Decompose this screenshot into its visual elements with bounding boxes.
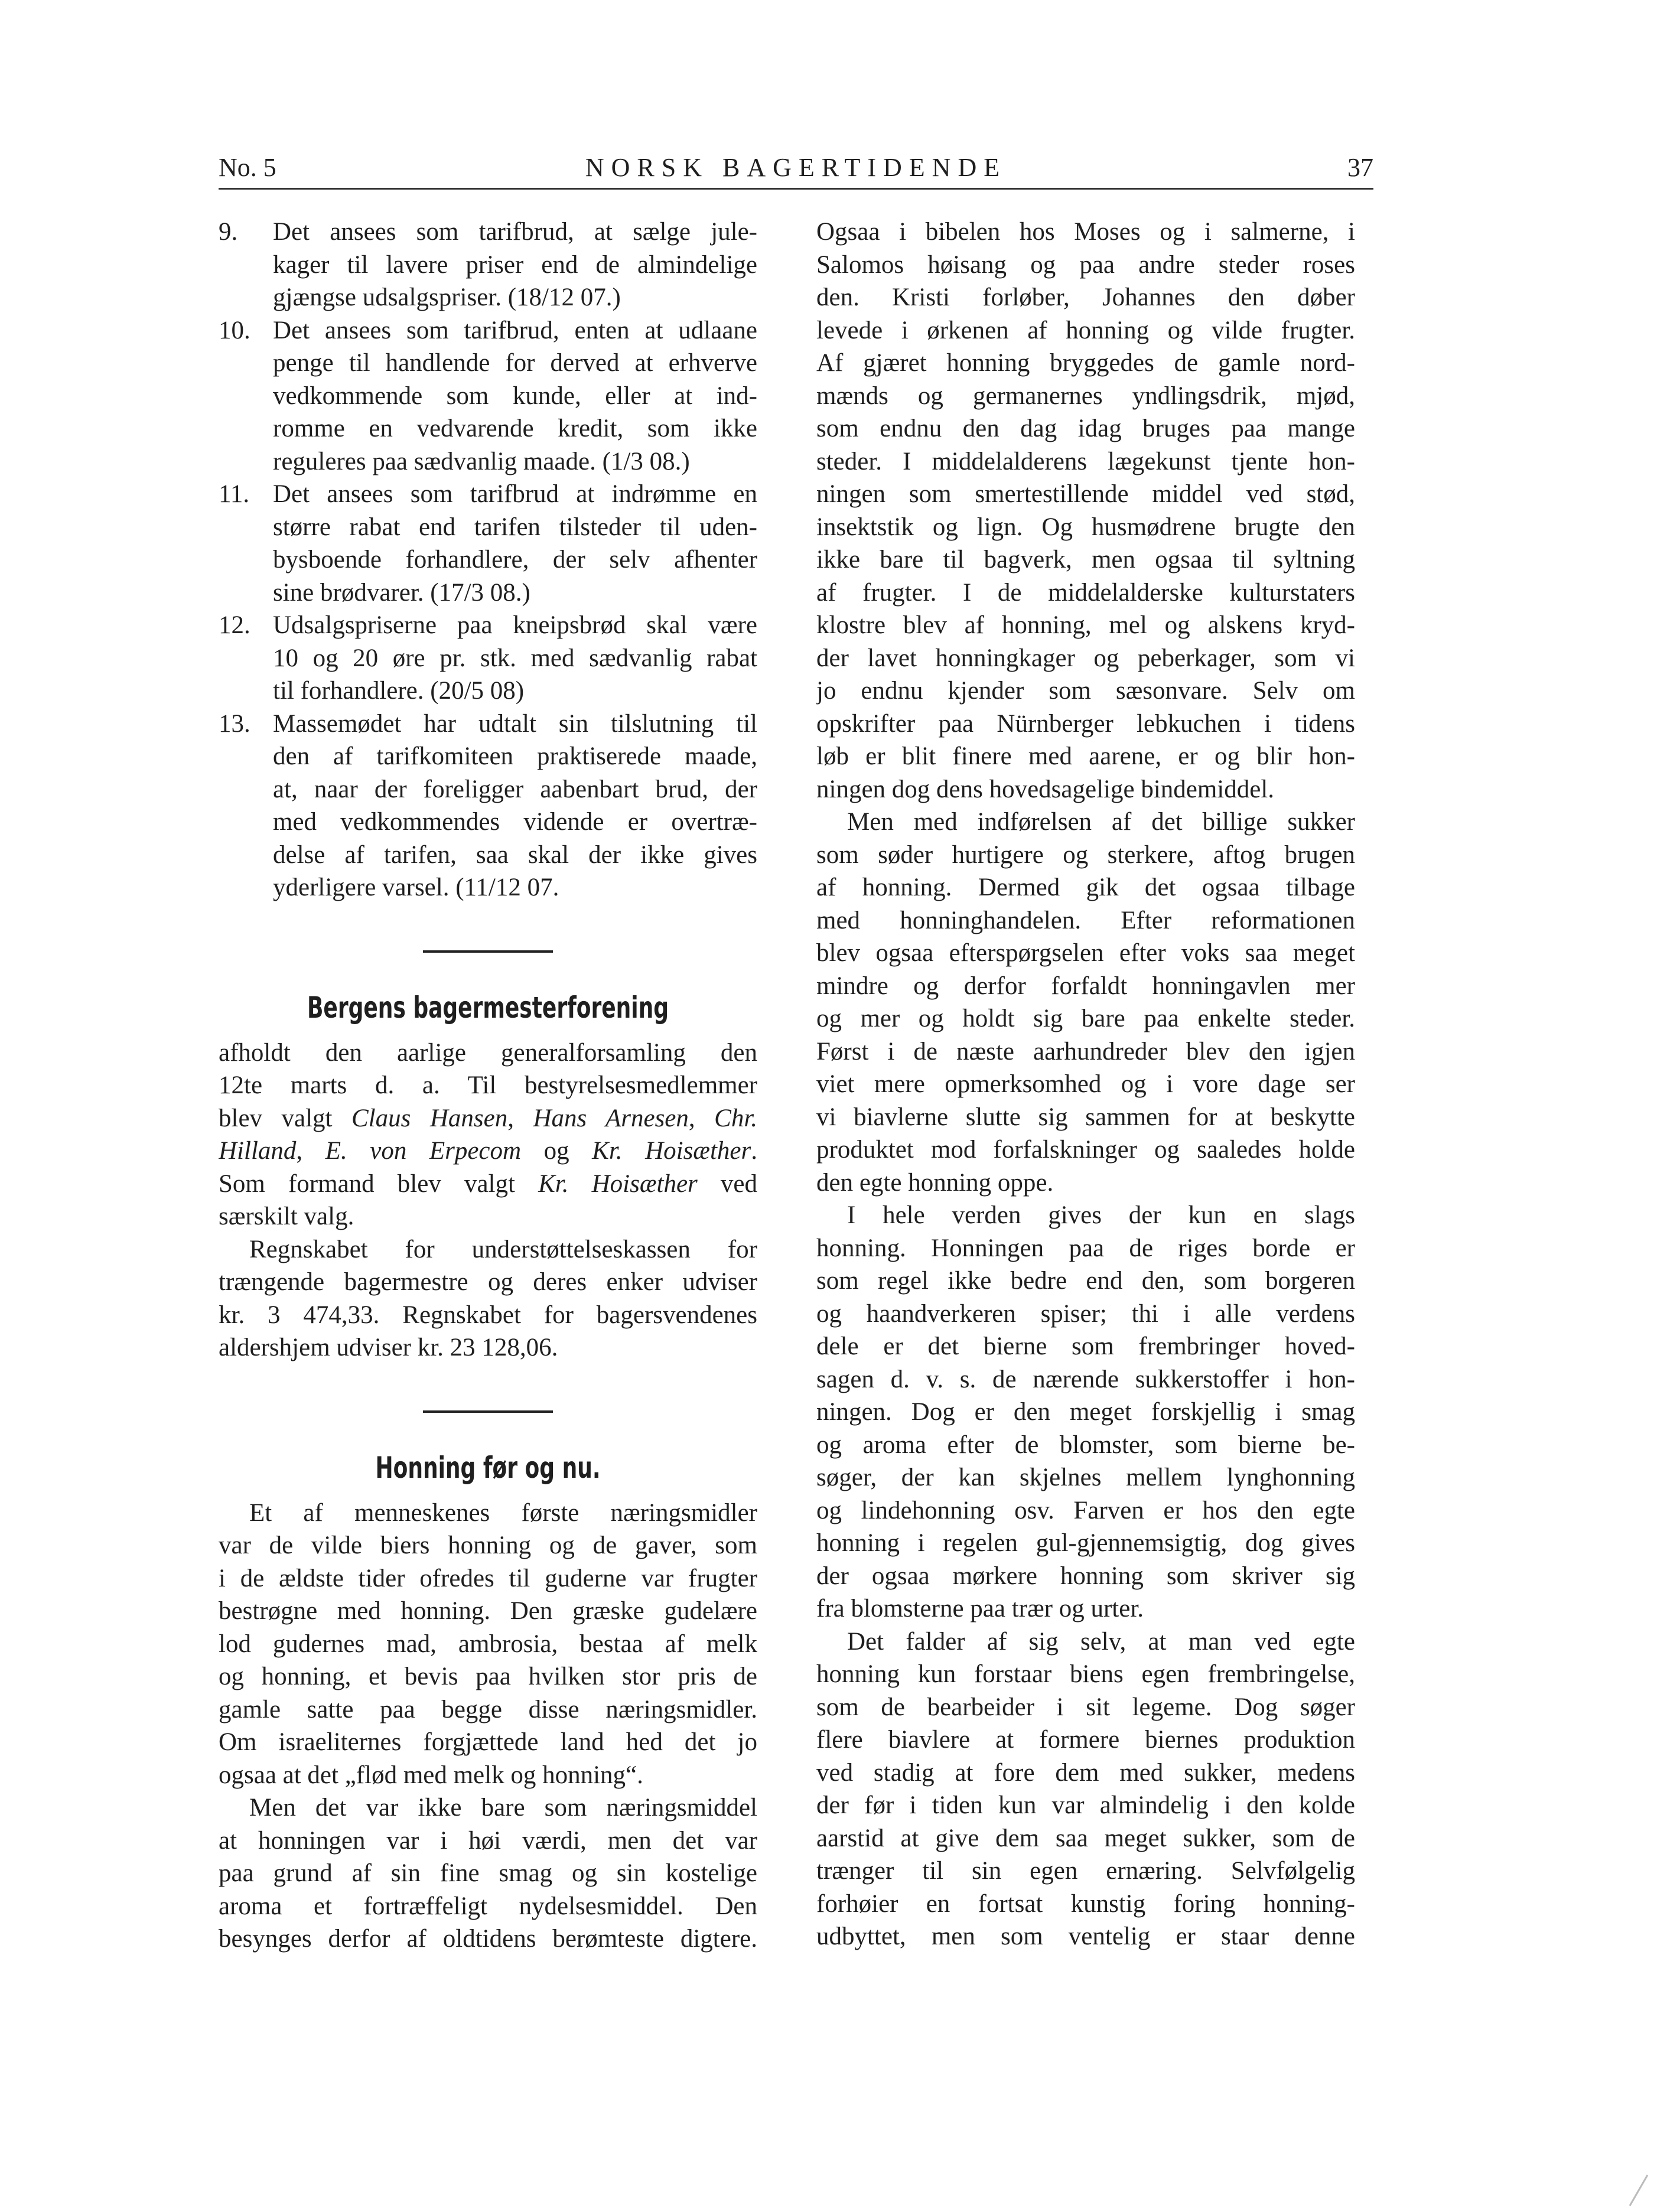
header-rule [219,188,1373,190]
text-line: der lavet honningkager og peberkager, som vi [816,644,1355,672]
text-line: og honning, et bevis paa hvilken stor pris de [219,1663,757,1690]
member-name: Kr. Hoisæther [592,1137,751,1165]
text-line: reguleres paa sædvanlig maade. (1/3 08.) [273,447,690,475]
text-line: aldershjem udviser kr. 23 128,06. [219,1334,558,1361]
member-name: E. von Erpecom [325,1137,522,1165]
text-line: gjængse udsalgspriser. (18/12 07.) [273,284,621,311]
honning-paragraph-1 [219,1497,757,1792]
text-line: at, naar der foreligger aabenbart brud, der [273,775,757,803]
text-line: fra blomsterne paa trær og urter. [816,1595,1144,1622]
text-line: insektstik og lign. Og husmødrene brugte den [816,513,1355,541]
text-line: Det ansees som tarifbrud, enten at udlaane [273,316,757,344]
text-line: bestrøgne med honning. Den græske gudelære [219,1597,757,1625]
right-column [816,216,1355,1953]
text-line: til forhandlere. (20/5 08) [273,677,525,705]
text-line: afholdt den aarlige generalforsamling den [219,1038,757,1067]
text-line: sine brødvarer. (17/3 08.) [273,578,530,607]
text-line: Massemødet har udtalt sin tilslutning til [273,709,757,738]
text-line: med vedkommendes vidende er overtræ- [273,808,757,836]
text-line: og haandverkeren spiser; thi i alle verdens [816,1299,1355,1328]
text-line: honning kun forstaar biens egen frembringelse, [816,1660,1355,1688]
text-line: i de ældste tider ofredes til guderne var frugter [219,1564,757,1592]
text-line: som de bearbeider i sit legeme. Dog søger [816,1693,1355,1721]
paper-mark [1629,2175,1649,2206]
text-line: klostre blev af honning, mel og alskens kryd- [816,611,1355,639]
text-line: delse af tarifen, saa skal der ikke gives [273,840,757,869]
rule-number: 10. [219,316,250,344]
rule-number: 13. [219,709,250,738]
text-line: Salomos høisang og paa andre steder roses [816,250,1355,279]
text-line: steder. I middelalderens lægekunst tjente hon- [816,447,1355,475]
tariff-rule-10 [219,314,757,478]
honning-paragraph-4 [816,806,1355,1199]
text-line: og lindehonning osv. Farven er hos den egte [816,1496,1355,1524]
text-line: romme en vedvarende kredit, som ikke [273,415,757,442]
honning-paragraph-2 [219,1791,757,1956]
text-line: I hele verden gives der kun en slags [847,1201,1355,1229]
text-line: vedkommende som kunde, eller at ind- [273,382,757,410]
member-name: Hans Arnesen [533,1104,689,1132]
tariff-rule-11 [219,478,757,609]
text-line: trængende bagermestre og deres enker udviser [219,1268,757,1296]
text-line: viet mere opmerksomhed og i vore dage ser [816,1070,1355,1098]
text-line: Et af menneskenes første næringsmidler [249,1498,757,1527]
text-line: flere biavlere at formere biernes produktion [816,1726,1355,1754]
text-line: særskilt valg. [219,1203,354,1230]
text-line: ved stadig at fore dem med sukker, medens [816,1758,1355,1787]
text-line: ogsaa at det „flød med melk og honning“. [219,1761,643,1789]
text-line: med honninghandelen. Efter reformationen [816,906,1355,934]
text-line: trænger til sin egen ernæring. Selvfølgelig [816,1857,1355,1885]
text-line: Det ansees som tarifbrud, at sælge jule- [273,218,757,246]
text-line: løb er blit finere med aarene, er og blir hon- [816,742,1355,770]
text-line: Regnskabet for understøttelseskassen for [249,1235,757,1263]
text-line: Men det var ikke bare som næringsmiddel [249,1794,757,1822]
member-name: Hilland [219,1137,297,1165]
honning-paragraph-6 [816,1625,1355,1953]
text-line: honning i regelen gul-gjennemsigtig, dog gives [816,1529,1355,1557]
page-number: 37 [1347,153,1373,182]
text-line: og aroma efter de blomster, som bierne be- [816,1431,1355,1459]
text-line: Af gjæret honning bryggedes de gamle nord- [816,349,1355,377]
text-line: den af tarifkomiteen praktiserede maade, [273,742,757,770]
rule-number: 9. [219,218,238,246]
honning-paragraph-5 [816,1199,1355,1625]
text-line: ikke bare til bagverk, men ogsaa til syltning [816,546,1355,574]
text-line: ningen dog dens hovedsagelige bindemiddel. [816,775,1275,803]
text-line: Hilland, E. von Erpecom og Kr. Hoisæther. [219,1137,757,1165]
text-line: Som formand blev valgt Kr. Hoisæther ved [219,1169,757,1198]
text-line: 10 og 20 øre pr. stk. med sædvanlig rabat [273,644,757,672]
text-line: bysboende forhandlere, der selv afhenter [273,546,757,574]
text-line: penge til handlende for derved at erhverve [273,349,757,377]
text-line: gamle satte paa begge disse næringsmidler. [219,1695,757,1723]
text-line: Det ansees som tarifbrud at indrømme en [273,480,757,508]
text-line: Men med indførelsen af det billige sukker [847,808,1355,836]
bergens-paragraph-1 [219,1037,757,1233]
text-line: vi biavlerne slutte sig sammen for at beskytte [816,1103,1355,1131]
text-line: Det falder af sig selv, at man ved egte [847,1627,1355,1656]
text-line: forhøier en fortsat kunstig foring honning- [816,1889,1355,1918]
text-line: levede i ørkenen af honning og vilde frugter. [816,316,1355,344]
text-line: at honningen var i høi værdi, men det var [219,1826,757,1855]
text-line: var de vilde biers honning og de gaver, som [219,1532,757,1559]
text-line: ningen som smertestillende middel ved stød, [816,480,1355,508]
text-line: blev ogsaa efterspørgselen efter voks saa meget [816,939,1355,967]
text-line: opskrifter paa Nürnberger lebkuchen i tidens [816,709,1355,738]
text-line: som endnu den dag idag bruges paa mange [816,415,1355,442]
text-line: af frugter. I de middelalderske kulturstaters [816,578,1355,607]
text-line: mindre og derfor forfaldt honningavlen mer [816,972,1355,1000]
text-line: aarstid at give dem saa meget sukker, som de [816,1824,1355,1852]
honning-paragraph-3 [816,216,1355,806]
tariff-rule-12 [219,609,757,708]
text-line: udbyttet, men som ventelig er staar denne [816,1923,1355,1950]
text-line: Først i de næste aarhundreder blev den igjen [816,1037,1355,1066]
text-line: blev valgt Claus Hansen, Hans Arnesen, Chr. [219,1104,757,1132]
text-line: som søder hurtigere og sterkere, aftog brugen [816,840,1355,869]
tariff-rule-13 [219,708,757,904]
rule-number: 11. [219,480,250,508]
text-line: jo endnu kjender som sæsonvare. Selv om [816,677,1355,705]
text-line: 12te marts d. a. Til bestyrelsesmedlemmer [219,1071,757,1099]
page-header [219,152,1373,188]
text-line: kr. 3 474,33. Regnskabet for bagersvendenes [219,1301,757,1329]
text-line: produktet mod forfalskninger og saaledes holde [816,1136,1355,1164]
text-line: lod gudernes mad, ambrosia, bestaa af melk [219,1630,757,1658]
text-line: der før i tiden kun var almindelig i den kolde [816,1791,1355,1819]
text-line: honning. Honningen paa de riges borde er [816,1234,1355,1262]
text-line: besynges derfor af oldtidens berømteste digtere. [219,1925,757,1953]
text-line: søger, der kan skjelnes mellem lynghonning [816,1464,1355,1491]
text-line: sagen d. v. s. de nærende sukkerstoffer i hon- [816,1365,1355,1393]
member-name: Chr. [714,1104,757,1132]
tariff-rule-9 [219,216,757,314]
article-heading-bergens: Bergens bagermesterforening [307,990,669,1025]
rule-number: 12. [219,611,250,639]
chairman-name: Kr. Hoisæther [538,1169,698,1198]
text-line: kager til lavere priser end de almindelige [273,250,757,279]
text-line: større rabat end tarifen tilsteder til uden- [273,513,757,541]
text-line: den. Kristi forløber, Johannes den døber [816,284,1355,311]
text-line: aroma et fortræffeligt nydelsesmiddel. Den [219,1892,757,1920]
text-line: der ogsaa mørkere honning som skriver sig [816,1562,1355,1590]
text-line: Ogsaa i bibelen hos Moses og i salmerne, i [816,218,1355,246]
text-line: mænds og germanernes yndlingsdrik, mjød, [816,382,1355,410]
text-line: dele er det bierne som frembringer hoved- [816,1332,1355,1360]
text-line: Udsalgspriserne paa kneipsbrød skal være [273,611,757,639]
section-divider [423,1410,553,1413]
section-divider [423,950,553,953]
article-heading-honning: Honning før og nu. [375,1450,601,1485]
text-line: yderligere varsel. (11/12 07. [273,874,559,901]
text-line: paa grund af sin fine smag og sin kostelige [219,1859,757,1887]
text-line: Om israeliternes forgjættede land hed det jo [219,1728,757,1756]
left-column [219,216,757,1956]
member-name: Claus Hansen [351,1104,508,1132]
bergens-paragraph-2 [219,1233,757,1364]
text-line: og mer og holdt sig bare paa enkelte steder. [816,1005,1355,1032]
publication-title: NORSK BAGERTIDENDE [585,153,1007,182]
text-line: som regel ikke bedre end den, som borgeren [816,1267,1355,1295]
text-line: den egte honning oppe. [816,1168,1054,1197]
issue-number: No. 5 [219,153,276,182]
text-line: ningen. Dog er den meget forskjellig i smag [816,1398,1355,1426]
text-line: af honning. Dermed gik det ogsaa tilbage [816,874,1355,901]
